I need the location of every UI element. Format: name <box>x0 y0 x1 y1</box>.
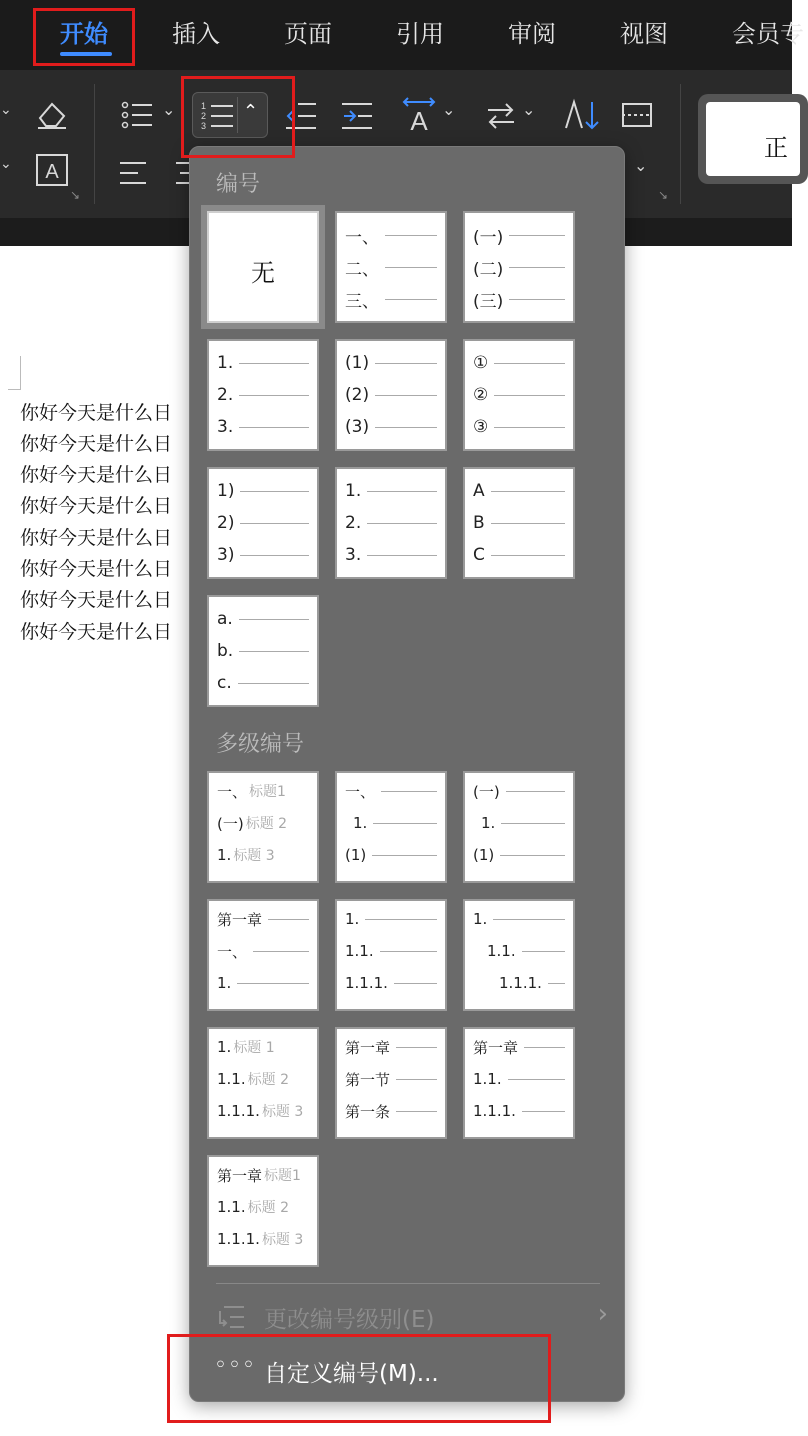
svg-text:3: 3 <box>201 121 207 131</box>
tab-insert[interactable]: 插入 <box>172 20 220 48</box>
thumb-heading-label: 标题 1 <box>233 1040 275 1056</box>
thumb-number-label: 1.1.1. <box>217 1230 260 1248</box>
thumb-heading-label: 标题 2 <box>247 1072 289 1088</box>
eraser-icon[interactable] <box>34 98 70 130</box>
thumb-number-label: (三) <box>473 291 504 312</box>
thumb-row <box>473 973 565 993</box>
thumb-row <box>473 257 565 280</box>
thumb-row <box>217 973 309 993</box>
multilevel-option[interactable] <box>335 771 447 883</box>
change-level-icon <box>216 1303 246 1333</box>
thumb-row <box>217 1037 309 1057</box>
thumb-number-label: a. <box>217 609 233 629</box>
thumb-text-line <box>253 951 309 952</box>
thumb-row <box>217 781 309 801</box>
thumb-number-label: 第一章 <box>217 910 263 929</box>
style-preview-normal[interactable]: 正 <box>706 102 800 176</box>
thumb-row <box>473 781 565 801</box>
multilevel-option[interactable] <box>463 1027 575 1139</box>
numbering-option[interactable] <box>463 339 575 451</box>
thumb-row <box>217 385 309 405</box>
chevron-down-icon[interactable]: ⌄ <box>634 156 648 175</box>
thumb-text-line <box>385 267 437 268</box>
thumb-row <box>345 289 437 312</box>
thumb-text-line <box>367 555 437 556</box>
thumb-row <box>217 845 309 865</box>
thumb-number-label: 3. <box>217 417 234 437</box>
decrease-indent-icon[interactable] <box>284 100 318 132</box>
thumb-number-label: (3) <box>345 417 370 437</box>
thumb-row <box>473 417 565 437</box>
multilevel-option[interactable] <box>207 1027 319 1139</box>
thumb-number-label: b. <box>217 641 234 661</box>
thumb-number-label: ① <box>473 353 489 373</box>
thumb-row <box>345 1037 437 1057</box>
thumb-text-line <box>500 855 565 856</box>
numbering-option[interactable] <box>335 339 447 451</box>
thumb-number-label: (一) <box>473 227 504 248</box>
thumb-row <box>345 781 437 801</box>
thumb-row <box>217 1101 309 1121</box>
thumb-row <box>217 1197 309 1217</box>
thumb-row <box>345 385 437 405</box>
numbered-list-button[interactable] <box>192 92 268 138</box>
thumb-text-line <box>509 235 565 236</box>
multilevel-option[interactable] <box>463 899 575 1011</box>
thumb-number-label: 1. <box>217 846 232 864</box>
thumb-heading-label: 标题 3 <box>233 848 275 864</box>
numbering-option[interactable] <box>207 339 319 451</box>
thumb-text-line <box>522 951 565 952</box>
doc-paragraph[interactable]: 你好今天是什么日 <box>20 621 173 643</box>
thumb-row <box>473 545 565 565</box>
thumb-text-line <box>240 491 309 492</box>
thumb-row <box>217 417 309 437</box>
char-spacing-icon[interactable] <box>400 96 438 134</box>
thumb-number-label: 一、 <box>217 782 248 801</box>
multilevel-option[interactable] <box>335 899 447 1011</box>
thumb-text-line <box>367 523 437 524</box>
ribbon-separator <box>680 84 681 204</box>
chevron-down-icon[interactable]: ⌄ <box>522 100 536 119</box>
thumb-row <box>345 481 437 501</box>
thumb-number-label: ② <box>473 385 489 405</box>
thumb-number-label: (1) <box>345 846 367 864</box>
thumb-row <box>345 941 437 961</box>
thumb-text-line <box>491 555 565 556</box>
svg-text:A: A <box>45 161 59 183</box>
thumb-row <box>473 289 565 312</box>
thumb-number-label: B <box>473 513 485 533</box>
thumb-text-line <box>375 427 437 428</box>
thumb-text-line <box>509 299 565 300</box>
thumb-row <box>217 673 309 693</box>
thumb-number-label: 1. <box>345 910 360 928</box>
thumb-text-line <box>238 683 309 684</box>
thumb-text-line <box>508 1079 565 1080</box>
thumb-heading-label: 标题 3 <box>261 1104 304 1120</box>
thumb-number-label: 1.1. <box>345 942 374 960</box>
chevron-down-icon[interactable]: ⌄ <box>442 100 456 119</box>
thumb-text-line <box>493 919 565 920</box>
doc-paragraph[interactable]: 你好今天是什么日 <box>20 527 173 549</box>
thumb-row <box>473 513 565 533</box>
thumb-text-line <box>506 791 565 792</box>
numbered-list-icon <box>201 99 235 133</box>
thumb-text-line <box>396 1111 437 1112</box>
ribbon-separator <box>94 84 95 204</box>
dialog-launcher-icon[interactable]: ↘ <box>70 188 81 202</box>
thumb-row <box>473 845 565 865</box>
thumb-text-line <box>385 235 437 236</box>
thumb-heading-label: 标题 2 <box>247 1200 289 1216</box>
thumb-number-label: A <box>473 481 485 501</box>
thumb-number-label: 2) <box>217 513 235 533</box>
svg-text:2: 2 <box>201 111 207 121</box>
thumb-text-line <box>524 1047 565 1048</box>
numbering-dropdown <box>189 146 625 1402</box>
thumb-row <box>473 225 565 248</box>
thumb-text-line <box>237 983 309 984</box>
thumb-row <box>345 353 437 373</box>
thumb-number-label: (2) <box>345 385 370 405</box>
chevron-down-icon[interactable]: ⌄ <box>0 156 12 172</box>
bullet-list-icon[interactable] <box>120 98 156 132</box>
thumb-number-label: 三、 <box>345 291 379 312</box>
svg-text:1: 1 <box>201 101 207 111</box>
thumb-text-line <box>375 395 437 396</box>
thumb-number-label: 1. <box>353 814 368 832</box>
thumb-row <box>345 545 437 565</box>
thumb-row <box>217 353 309 373</box>
thumb-number-label: (二) <box>473 259 504 280</box>
ribbon-tab-bar <box>0 0 804 70</box>
thumb-number-label: 1. <box>345 481 362 501</box>
thumb-number-label: 1. <box>217 974 232 992</box>
thumb-number-label: 1. <box>481 814 496 832</box>
thumb-number-label: 2. <box>217 385 234 405</box>
thumb-number-label: (一) <box>473 782 500 801</box>
thumb-number-label: 第一节 <box>345 1070 391 1089</box>
tab-review[interactable]: 审阅 <box>508 20 556 48</box>
thumb-row <box>345 417 437 437</box>
thumb-number-label: 1.1. <box>217 1198 246 1216</box>
thumb-number-label: 第一条 <box>345 1102 391 1121</box>
multilevel-option[interactable] <box>463 771 575 883</box>
doc-paragraph[interactable]: 你好今天是什么日 <box>20 402 173 424</box>
increase-indent-icon[interactable] <box>340 100 374 132</box>
multilevel-option[interactable] <box>335 1027 447 1139</box>
active-tab-underline <box>60 52 112 56</box>
thumb-row <box>473 385 565 405</box>
thumb-heading-label: 标题1 <box>249 784 286 800</box>
thumb-row <box>345 1069 437 1089</box>
char-border-icon[interactable] <box>36 154 68 186</box>
thumb-row <box>345 813 437 833</box>
style-gallery[interactable] <box>698 94 808 184</box>
thumb-heading-label: 标题1 <box>264 1168 301 1184</box>
change-level-menu-item[interactable] <box>214 1297 608 1337</box>
thumb-row <box>473 481 565 501</box>
thumb-text-line <box>380 951 437 952</box>
multilevel-option[interactable] <box>207 771 319 883</box>
thumb-row <box>217 1229 309 1249</box>
thumb-row <box>345 257 437 280</box>
thumb-heading-label: 标题 3 <box>261 1232 304 1248</box>
chevron-down-icon[interactable]: ⌄ <box>162 100 176 119</box>
thumb-text-line <box>365 919 437 920</box>
thumb-row <box>217 641 309 661</box>
multilevel-option[interactable] <box>207 899 319 1011</box>
thumb-number-label: 1.1. <box>487 942 516 960</box>
thumb-text-line <box>491 491 565 492</box>
thumb-number-label: (一) <box>217 814 244 833</box>
thumb-text-line <box>367 491 437 492</box>
thumb-number-label: C <box>473 545 485 565</box>
align-center-icon[interactable] <box>174 160 190 186</box>
thumb-text-line <box>396 1047 437 1048</box>
doc-paragraph[interactable]: 你好今天是什么日 <box>20 558 173 580</box>
thumb-number-label: (1) <box>345 353 370 373</box>
thumb-row <box>217 1165 309 1185</box>
multilevel-option[interactable] <box>207 1155 319 1267</box>
thumb-row <box>217 481 309 501</box>
thumb-text-line <box>239 395 309 396</box>
numbering-option[interactable] <box>207 595 319 707</box>
thumb-text-line <box>501 823 565 824</box>
thumb-text-line <box>394 983 437 984</box>
thumb-number-label: 第一章 <box>217 1166 263 1185</box>
thumb-number-label: 1. <box>217 353 234 373</box>
thumb-row <box>345 973 437 993</box>
numbering-option[interactable] <box>335 467 447 579</box>
numbering-option[interactable] <box>207 467 319 579</box>
none-label: 无 <box>251 259 275 287</box>
thumb-row <box>345 513 437 533</box>
thumb-number-label: 一、 <box>345 782 376 801</box>
menu-divider <box>216 1283 600 1284</box>
thumb-text-line <box>381 791 437 792</box>
thumb-number-label: 第一章 <box>473 1038 519 1057</box>
tab-membership[interactable]: 会员专 <box>732 20 804 48</box>
thumb-row <box>217 545 309 565</box>
thumb-text-line <box>239 363 309 364</box>
thumb-heading-label: 标题 2 <box>245 816 288 832</box>
thumb-row <box>473 1069 565 1089</box>
thumb-text-line <box>372 855 437 856</box>
chevron-right-icon: › <box>597 1299 608 1329</box>
thumb-number-label: 3) <box>217 545 235 565</box>
thumb-text-line <box>494 395 565 396</box>
doc-paragraph[interactable]: 你好今天是什么日 <box>20 464 173 486</box>
thumb-number-label: 1.1.1. <box>473 1102 516 1120</box>
custom-numbering-label: 自定义编号(M)... <box>264 1361 439 1387</box>
change-level-label: 更改编号级别(E) <box>264 1307 435 1333</box>
thumb-row <box>473 353 565 373</box>
multilevel-section-title: 多级编号 <box>216 732 305 757</box>
thumb-row <box>345 1101 437 1121</box>
tab-home[interactable]: 开始 <box>60 20 108 48</box>
tab-view[interactable]: 视图 <box>620 20 668 48</box>
thumb-row <box>473 813 565 833</box>
thumb-number-label: ③ <box>473 417 489 437</box>
thumb-text-line <box>522 1111 565 1112</box>
thumb-number-label: 1) <box>217 481 235 501</box>
page-corner-mark <box>8 356 21 390</box>
thumb-text-line <box>239 619 309 620</box>
numbering-option-none[interactable] <box>207 211 319 323</box>
thumb-row <box>473 1101 565 1121</box>
svg-text:A: A <box>410 106 428 136</box>
thumb-number-label: 1. <box>473 910 488 928</box>
thumb-row <box>217 513 309 533</box>
chevron-down-icon[interactable]: ⌄ <box>0 102 12 118</box>
thumb-text-line <box>239 427 309 428</box>
thumb-text-line <box>494 363 565 364</box>
tab-page[interactable]: 页面 <box>284 20 332 48</box>
doc-paragraph[interactable]: 你好今天是什么日 <box>20 589 173 611</box>
thumb-text-line <box>385 299 437 300</box>
thumb-text-line <box>491 523 565 524</box>
thumb-text-line <box>548 983 565 984</box>
thumb-text-line <box>268 919 309 920</box>
thumb-row <box>217 1069 309 1089</box>
thumb-number-label: 1.1. <box>217 1070 246 1088</box>
align-left-icon[interactable] <box>118 160 148 186</box>
thumb-text-line <box>375 363 437 364</box>
doc-paragraph[interactable]: 你好今天是什么日 <box>20 433 173 455</box>
text-direction-icon[interactable] <box>484 100 518 132</box>
numbering-option[interactable] <box>463 211 575 323</box>
thumb-row <box>217 941 309 961</box>
sort-icon[interactable] <box>564 98 600 132</box>
thumb-number-label: 1.1. <box>473 1070 502 1088</box>
thumb-row <box>473 1037 565 1057</box>
thumb-text-line <box>396 1079 437 1080</box>
thumb-number-label: 1.1.1. <box>345 974 388 992</box>
thumb-text-line <box>239 651 309 652</box>
thumb-number-label: 一、 <box>345 227 379 248</box>
numbering-section-title: 编号 <box>216 172 261 197</box>
thumb-number-label: 二、 <box>345 259 379 280</box>
thumb-number-label: 第一章 <box>345 1038 391 1057</box>
thumb-text-line <box>240 555 309 556</box>
more-dots-icon: ◦◦◦ <box>214 1353 256 1378</box>
thumb-number-label: 1.1.1. <box>217 1102 260 1120</box>
chevron-up-icon[interactable]: ⌃ <box>243 101 259 122</box>
thumb-number-label: 1. <box>217 1038 232 1056</box>
thumb-row <box>345 909 437 929</box>
thumb-number-label: 3. <box>345 545 362 565</box>
thumb-number-label: (1) <box>473 846 495 864</box>
doc-paragraph[interactable]: 你好今天是什么日 <box>20 495 173 517</box>
thumb-row <box>345 225 437 248</box>
thumb-row <box>473 941 565 961</box>
thumb-number-label: 2. <box>345 513 362 533</box>
thumb-text-line <box>240 523 309 524</box>
thumb-number-label: 1.1.1. <box>499 974 542 992</box>
thumb-text-line <box>494 427 565 428</box>
thumb-number-label: 一、 <box>217 942 248 961</box>
thumb-row <box>217 813 309 833</box>
thumb-row <box>217 909 309 929</box>
numbering-option[interactable] <box>463 467 575 579</box>
show-marks-icon[interactable] <box>620 100 654 130</box>
dialog-launcher-icon[interactable]: ↘ <box>658 188 669 202</box>
thumb-text-line <box>509 267 565 268</box>
custom-numbering-menu-item[interactable] <box>214 1351 608 1391</box>
thumb-number-label: c. <box>217 673 232 693</box>
thumb-row <box>217 609 309 629</box>
thumb-row <box>473 909 565 929</box>
thumb-text-line <box>373 823 437 824</box>
numbering-option[interactable] <box>335 211 447 323</box>
thumb-row <box>345 845 437 865</box>
tab-references[interactable]: 引用 <box>396 20 444 48</box>
